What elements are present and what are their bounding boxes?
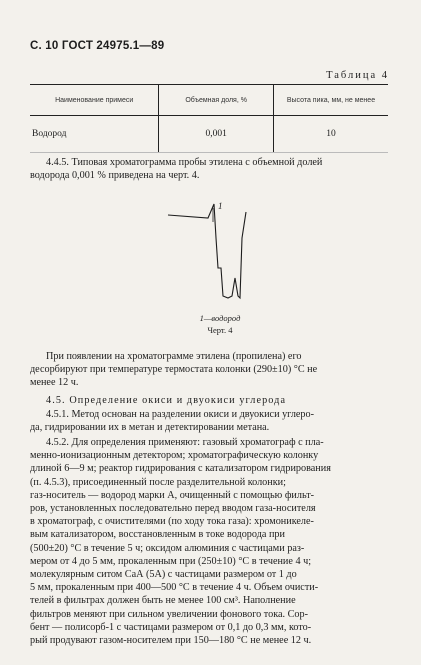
text-line: мером от 4 до 5 мм, прокаленным при (250±10) °С в течение 4 ч; <box>30 555 312 567</box>
cell-volume-fraction: 0,001 <box>159 116 274 153</box>
text-line: менно-ионизационным детектором; хроматографическую колонку <box>30 450 319 462</box>
section-heading-4-5 <box>30 394 390 407</box>
text-line: в хроматограф, с очистителями (по ходу тока газа): хромоникеле- <box>30 516 314 528</box>
table-caption: Таблица 4 <box>326 70 389 81</box>
section-title: 4.5. Определение окиси и двуокиси углерода <box>46 395 287 406</box>
paragraph-4-5-2 <box>30 436 390 647</box>
page-header: С. 10 ГОСТ 24975.1—89 <box>30 40 165 52</box>
figure-legend: 1—водород <box>199 313 241 323</box>
cell-impurity-name: Водород <box>30 116 159 153</box>
impurity-table <box>30 84 388 153</box>
table-header-row <box>30 85 388 116</box>
text-line: рый продувают газом-носителем при 150—180 °С не менее 12 ч. <box>30 635 312 647</box>
table-row <box>30 116 388 153</box>
cell-peak-height: 10 <box>273 116 388 153</box>
figure-caption: Черт. 4 <box>207 325 233 335</box>
paragraph-desorption <box>30 350 390 390</box>
text-line: (500±20) °С в течение 5 ч; оксидом алюминия с частицами раз- <box>30 542 305 554</box>
text-line: 4.4.5. Типовая хроматограмма пробы этилена с объемной долей <box>46 157 323 168</box>
text-line: вым катализатором, восстановленным в токе водорода при <box>30 529 285 541</box>
text-line: десорбируют при температуре термостата колонки (290±10) °С не <box>30 364 318 376</box>
chromatogram-figure <box>166 198 276 310</box>
column-header-fraction: Объемная доля, % <box>159 85 274 116</box>
text-line: телей в фильтрах должен быть не менее 100 см³. Наполнение <box>30 595 296 607</box>
text-line: ров, установленных последовательно перед вводом газа-носителя <box>30 503 316 515</box>
text-line: 4.5.2. Для определения применяют: газовый хроматограф с пла- <box>46 437 324 448</box>
paragraph-4-5-1 <box>30 408 390 434</box>
text-line: При появлении на хроматограмме этилена (пропилена) его <box>46 351 302 362</box>
paragraph-4-4-5 <box>30 156 390 182</box>
text-line: 5 мм, прокаленным при 400—500 °С в течение 4 ч. Объем очисти- <box>30 582 319 594</box>
peak-label: 1 <box>218 201 223 211</box>
text-line: водорода 0,001 % приведена на черт. 4. <box>30 170 200 182</box>
text-line: да, гидрировании их в метан и детектировании метана. <box>30 422 270 434</box>
column-header-impurity: Наименование примеси <box>30 85 159 116</box>
text-line: газ-носитель — водород марки А, очищенный с помощью фильт- <box>30 489 315 501</box>
text-line: менее 12 ч. <box>30 377 79 389</box>
text-line: 4.5.1. Метод основан на разделении окиси и двуокиси углеро- <box>46 409 315 420</box>
text-line: молекулярным ситом СаА (5А) с частицами размером от 1 до <box>30 569 297 581</box>
chromatogram-trace <box>168 204 246 298</box>
column-header-peak-height: Высота пика, мм, не менее <box>273 85 388 116</box>
text-line: бент — полисорб-1 с частицами размером от 0,1 до 0,3 мм, кото- <box>30 621 312 633</box>
text-line: длиной 6—9 м; реактор гидрирования с катализатором гидрирования <box>30 463 331 475</box>
text-line: фильтров меняют при сильном увеличении фонового тока. Сор- <box>30 608 308 620</box>
text-line: (п. 4.5.3), присоединенный после разделительной колонки; <box>30 476 286 488</box>
